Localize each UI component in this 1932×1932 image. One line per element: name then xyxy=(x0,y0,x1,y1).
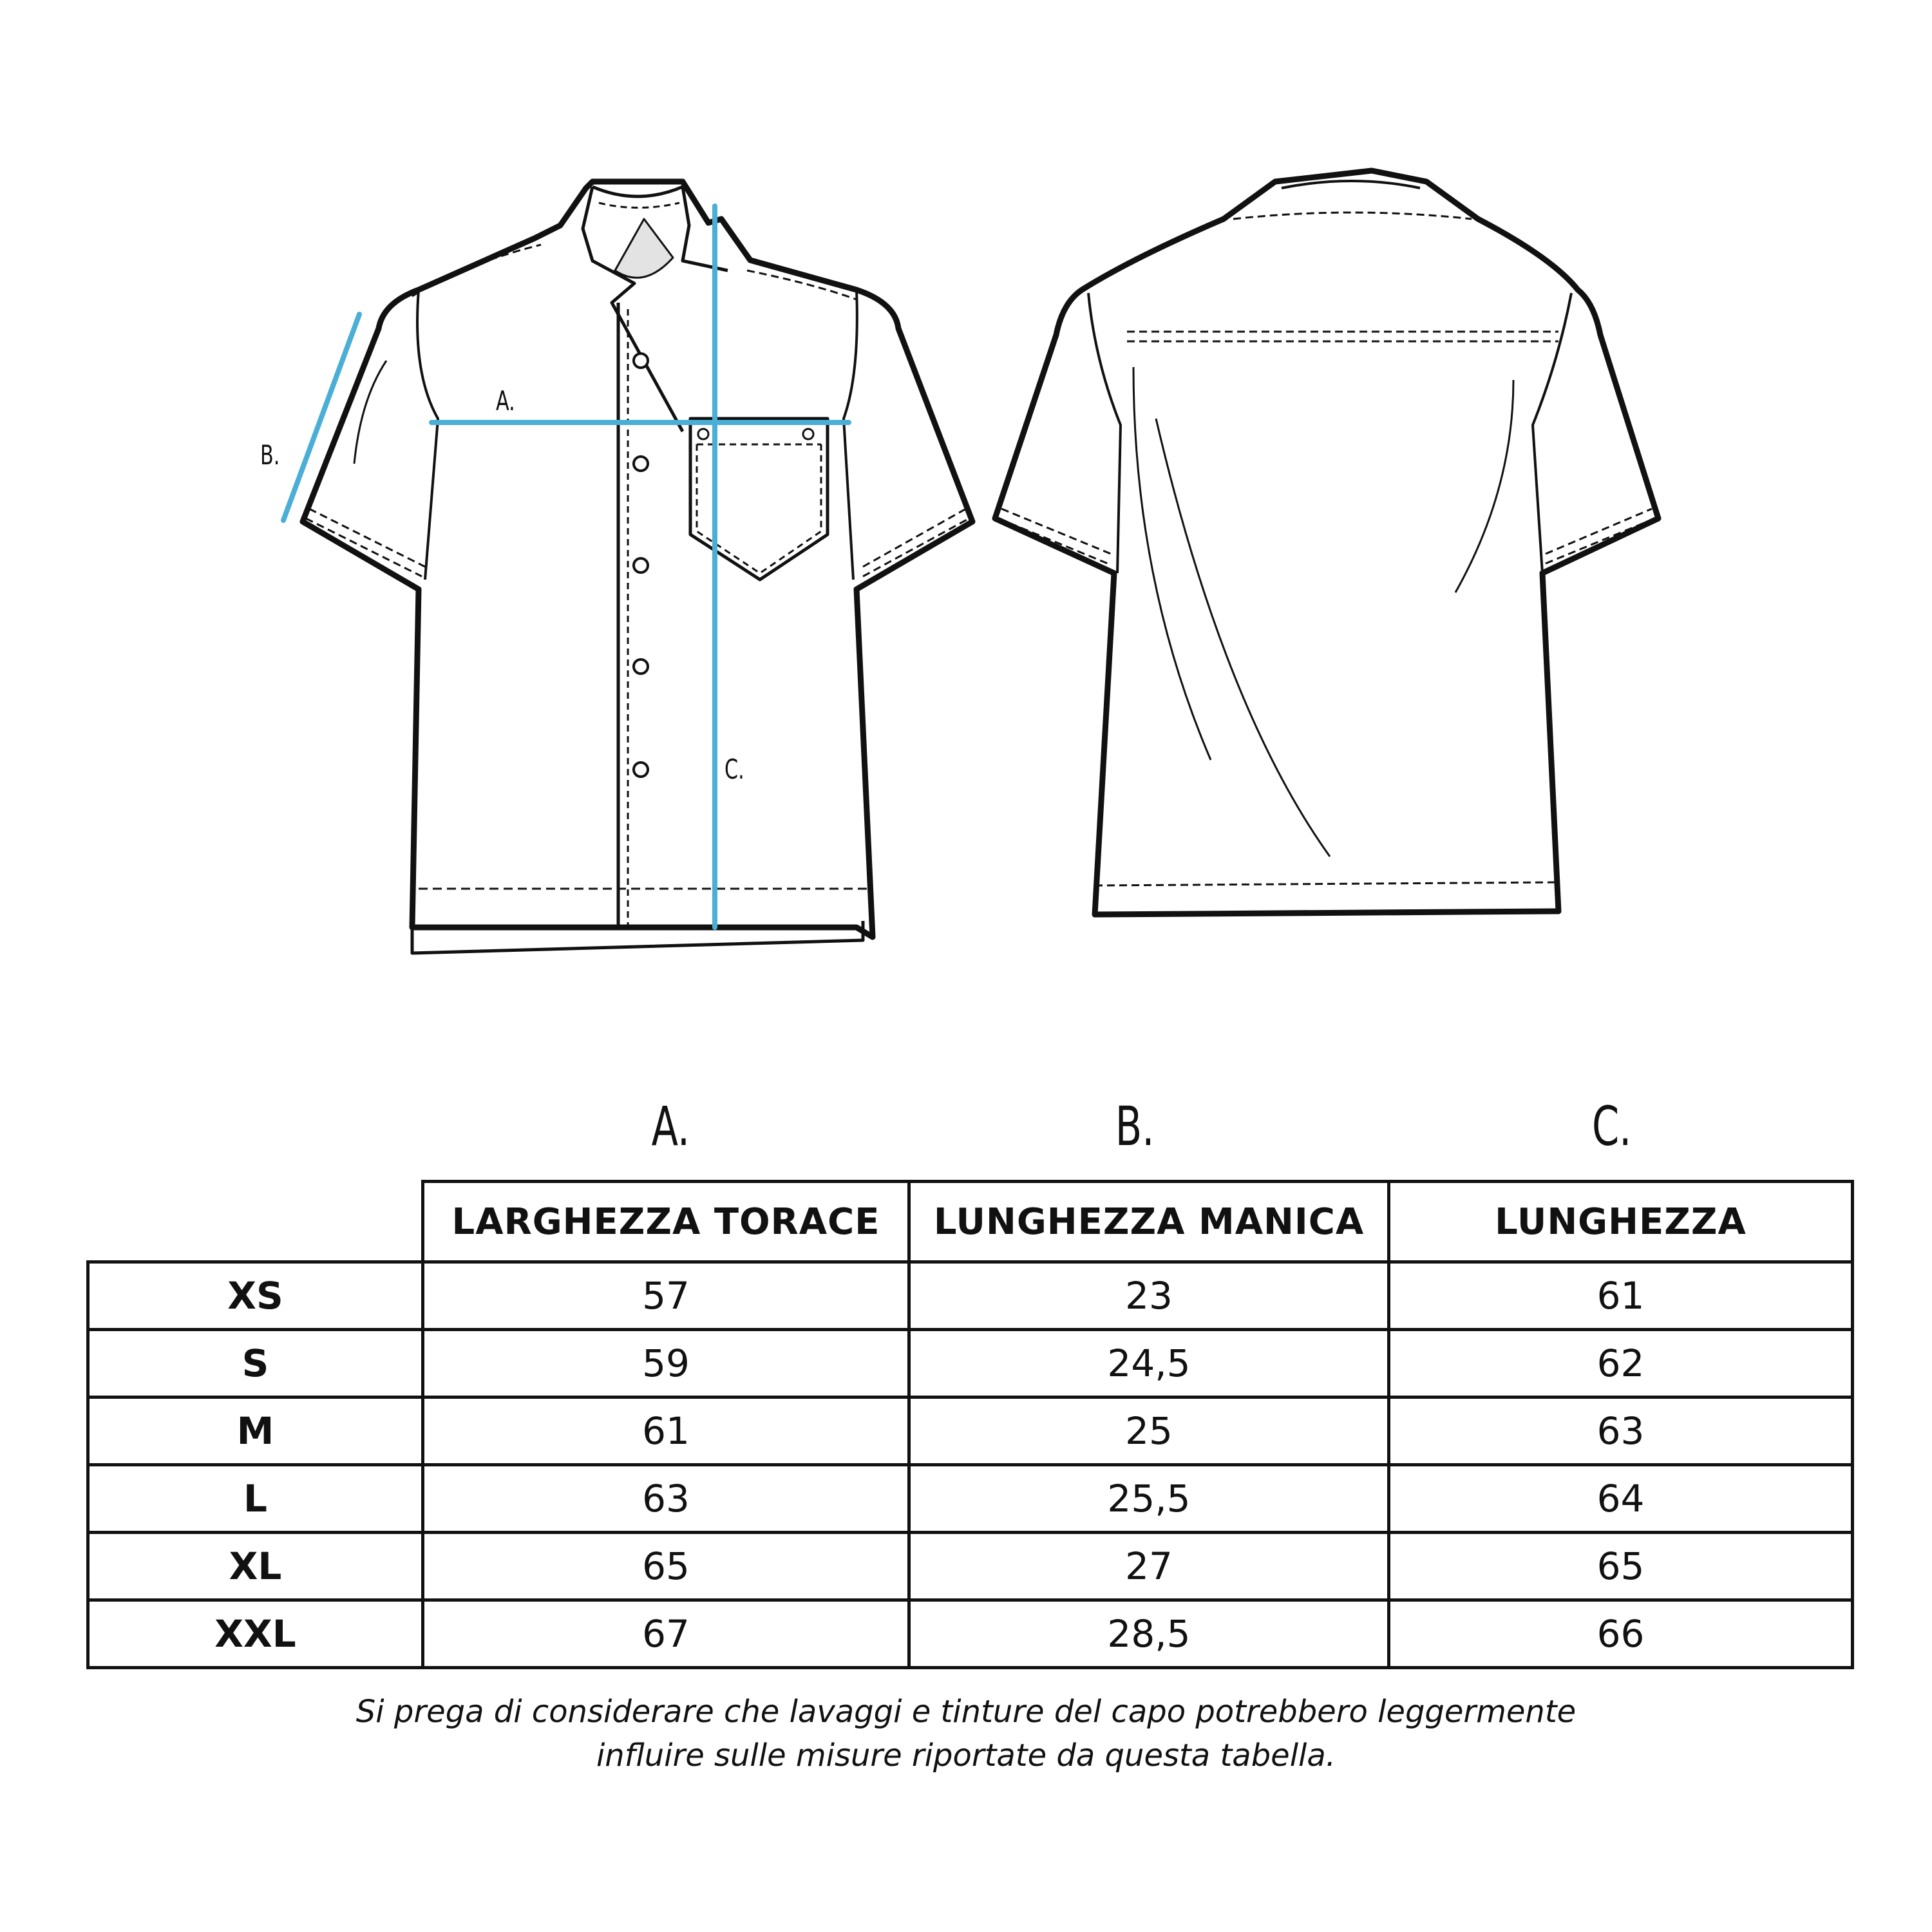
table-row xyxy=(88,1397,1853,1465)
value-cell-a: 65 xyxy=(423,1533,909,1600)
value-cell-c: 64 xyxy=(1389,1465,1853,1533)
column-letter-c: C. xyxy=(1591,1095,1632,1158)
value-cell-a: 57 xyxy=(423,1262,909,1330)
value-cell-a: 63 xyxy=(423,1465,909,1533)
value-cell-a: 67 xyxy=(423,1600,909,1668)
table-row xyxy=(88,1465,1853,1533)
size-cell: XS xyxy=(88,1262,423,1330)
table-header-row xyxy=(88,1182,1853,1262)
header-lunghezza: LUNGHEZZA xyxy=(1389,1182,1853,1262)
value-cell-b: 24,5 xyxy=(909,1330,1389,1397)
measure-label-a: A. xyxy=(496,385,515,417)
column-letter-b: B. xyxy=(1115,1095,1155,1158)
value-cell-c: 65 xyxy=(1389,1533,1853,1600)
size-cell: M xyxy=(88,1397,423,1465)
value-cell-c: 62 xyxy=(1389,1330,1853,1397)
value-cell-b: 25 xyxy=(909,1397,1389,1465)
table-row xyxy=(88,1600,1853,1668)
measure-label-b: B. xyxy=(260,439,280,471)
value-cell-b: 23 xyxy=(909,1262,1389,1330)
value-cell-c: 61 xyxy=(1389,1262,1853,1330)
value-cell-a: 61 xyxy=(423,1397,909,1465)
header-larghezza-torace: LARGHEZZA TORACE xyxy=(423,1182,909,1262)
table-row xyxy=(88,1330,1853,1397)
front-shirt xyxy=(303,182,972,953)
table-row xyxy=(88,1262,1853,1330)
value-cell-b: 27 xyxy=(909,1533,1389,1600)
corner-cell xyxy=(88,1182,423,1262)
value-cell-b: 25,5 xyxy=(909,1465,1389,1533)
value-cell-a: 59 xyxy=(423,1330,909,1397)
value-cell-c: 66 xyxy=(1389,1600,1853,1668)
disclaimer-line-2: influire sulle misure riportate da questa tabella. xyxy=(596,1738,1336,1774)
disclaimer-line-1: Si prega di considerare che lavaggi e tinture del capo potrebbero leggermente xyxy=(355,1694,1577,1730)
header-lunghezza-manica: LUNGHEZZA MANICA xyxy=(909,1182,1389,1262)
measure-label-c: C. xyxy=(724,753,744,785)
column-letter-a: A. xyxy=(651,1095,690,1158)
back-shirt xyxy=(995,171,1658,914)
size-cell: L xyxy=(88,1465,423,1533)
value-cell-c: 63 xyxy=(1389,1397,1853,1465)
table-row xyxy=(88,1533,1853,1600)
value-cell-b: 28,5 xyxy=(909,1600,1389,1668)
size-chart-table xyxy=(86,1180,1854,1669)
size-cell: S xyxy=(88,1330,423,1397)
size-cell: XL xyxy=(88,1533,423,1600)
size-cell: XXL xyxy=(88,1600,423,1668)
